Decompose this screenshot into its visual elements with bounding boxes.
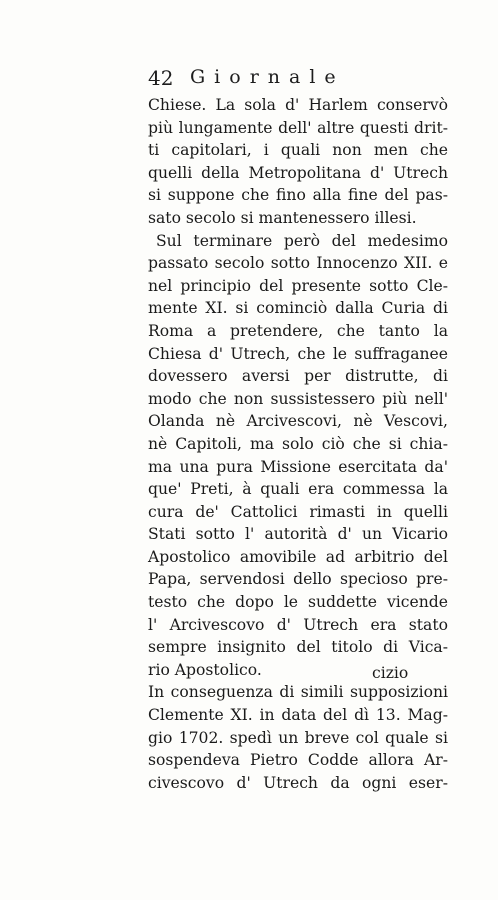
body-text xyxy=(148,94,448,794)
text-line: Papa, servendosi dello specioso pre- xyxy=(148,570,448,589)
text-line: cura de' Cattolici rimasti in quelli xyxy=(148,502,448,521)
text-line: gio 1702. spedì un breve col quale si xyxy=(148,728,448,747)
text-line: que' Preti, à quali era commessa la xyxy=(148,480,448,499)
text-line: Sul terminare però del medesimo xyxy=(156,231,448,250)
text-line: sempre insignito del titolo di Vica- xyxy=(148,638,448,657)
text-line: Olanda nè Arcivescovi, nè Vescovi, xyxy=(148,412,448,431)
text-line: dovessero aversi per distrutte, di xyxy=(148,367,448,386)
text-line: ti capitolari, i quali non men che xyxy=(148,141,448,160)
text-line: quelli della Metropolitana d' Utrech xyxy=(148,163,448,182)
page-number: 42 xyxy=(148,66,174,90)
text-line: si suppone che fino alla fine del pas- xyxy=(148,186,448,205)
text-line: Apostolico amovibile ad arbitrio del xyxy=(148,547,448,566)
text-line: Chiesa d' Utrech, che le suffraganee xyxy=(148,344,448,363)
text-line: Stati sotto l' autorità d' un Vicario xyxy=(148,525,448,544)
text-line: civescovo d' Utrech da ogni eser- xyxy=(148,773,448,792)
text-line: Clemente XI. in data del dì 13. Mag- xyxy=(148,706,448,725)
text-line: Roma a pretendere, che tanto la xyxy=(148,321,448,340)
text-line: l' Arcivescovo d' Utrech era stato xyxy=(148,615,448,634)
text-line: testo che dopo le suddette vicende xyxy=(148,593,448,612)
text-line: nel principio del presente sotto Cle- xyxy=(148,276,448,295)
text-line: sospendeva Pietro Codde allora Ar- xyxy=(148,751,448,770)
text-line: ma una pura Missione esercitata da' xyxy=(148,457,448,476)
text-line: rio Apostolico. xyxy=(148,660,262,679)
catchword: cizio xyxy=(372,664,409,682)
text-line: In conseguenza di simili supposizioni xyxy=(148,683,448,702)
text-line: passato secolo sotto Innocenzo XII. e xyxy=(148,254,448,273)
text-line: sato secolo si mantenessero illesi. xyxy=(148,208,417,227)
text-line: modo che non sussistessero più nell' xyxy=(148,389,448,408)
text-line: Chiese. La sola d' Harlem conservò xyxy=(148,96,448,114)
running-title: Giornale xyxy=(190,66,345,88)
text-line: nè Capitoli, ma solo ciò che si chia- xyxy=(148,434,448,453)
text-line: più lungamente dell' altre questi drit- xyxy=(148,118,448,137)
text-line: mente XI. si cominciò dalla Curia di xyxy=(148,299,448,318)
page-header xyxy=(148,66,388,94)
